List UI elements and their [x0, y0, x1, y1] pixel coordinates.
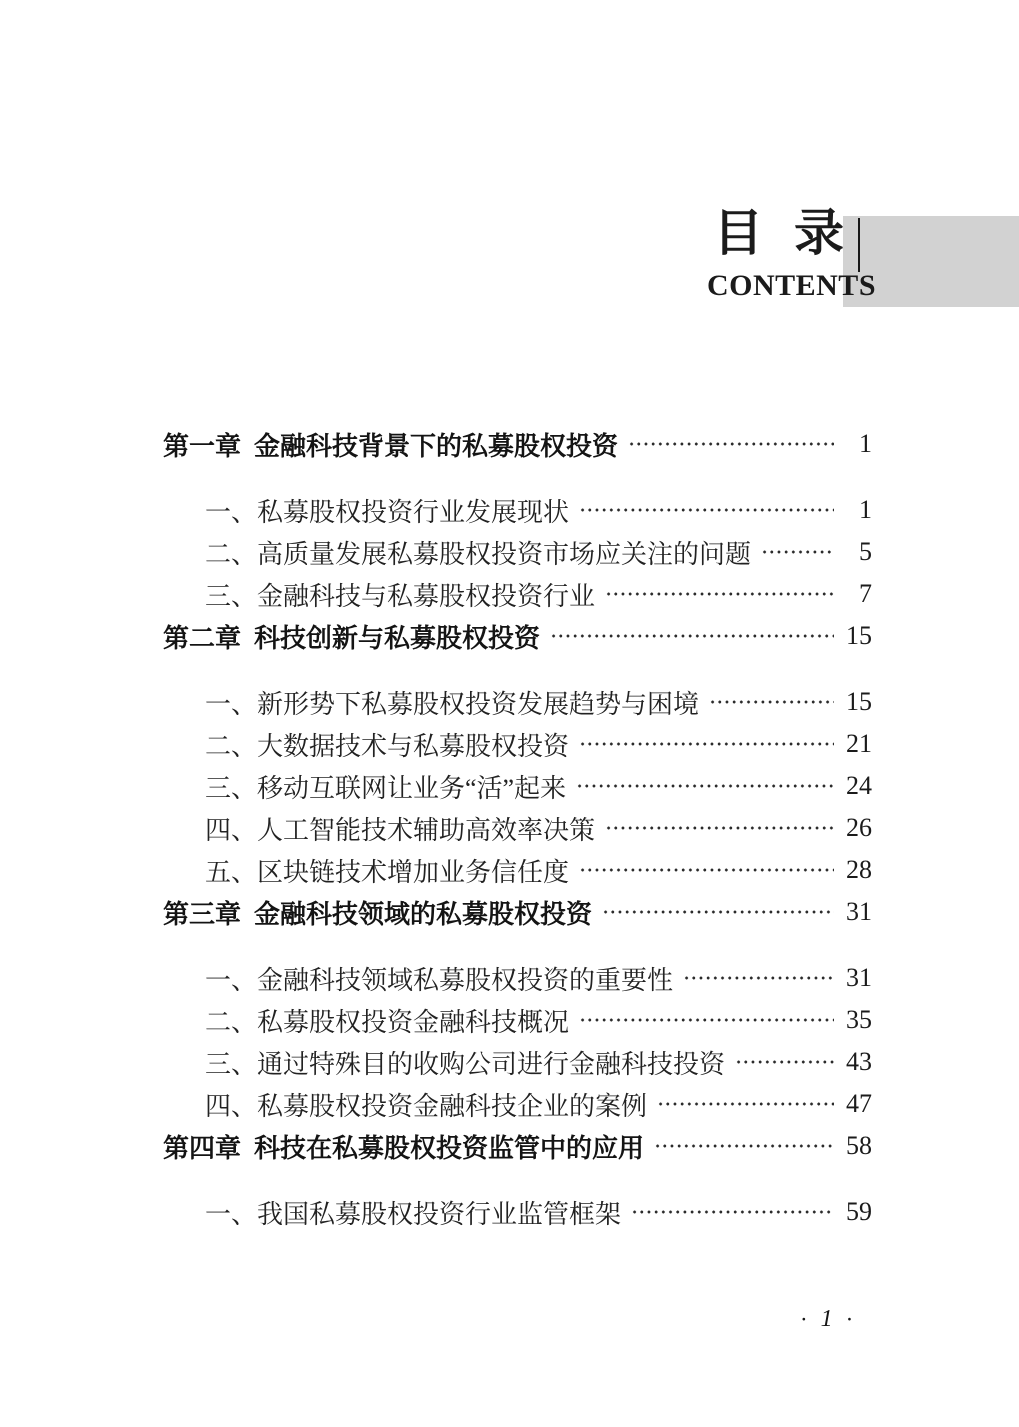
dot-leader	[602, 891, 834, 933]
footer-left-dot: ·	[800, 1306, 808, 1332]
item-title: 四、私募股权投资金融科技企业的案例	[205, 1091, 648, 1121]
dot-leader	[579, 489, 834, 531]
item-page-number: 24	[846, 771, 872, 800]
toc-item	[163, 849, 872, 891]
chapter-label: 第二章	[163, 622, 242, 653]
toc-chapter	[163, 615, 872, 891]
item-page-number: 28	[846, 855, 872, 884]
dot-leader	[579, 999, 834, 1041]
toc-chapter-heading	[163, 1125, 872, 1167]
item-page-number: 47	[846, 1089, 872, 1118]
chapter-label: 第一章	[163, 430, 242, 461]
item-title: 二、高质量发展私募股权投资市场应关注的问题	[205, 539, 752, 569]
toc-item	[163, 957, 872, 999]
toc-item	[163, 489, 872, 531]
toc-list	[163, 423, 872, 1233]
dot-leader	[631, 1191, 834, 1233]
chapter-page-number: 58	[846, 1131, 872, 1160]
toc-item	[163, 765, 872, 807]
item-title: 一、我国私募股权投资行业监管框架	[205, 1199, 622, 1229]
dot-leader	[605, 807, 834, 849]
item-page-number: 15	[846, 687, 872, 716]
dot-leader	[628, 423, 834, 465]
dot-leader	[550, 615, 834, 657]
toc-chapter-heading	[163, 615, 872, 657]
item-page-number: 59	[846, 1197, 872, 1226]
item-title: 一、金融科技领域私募股权投资的重要性	[205, 965, 674, 995]
item-page-number: 31	[846, 963, 872, 992]
chapter-label: 第四章	[163, 1132, 242, 1163]
chapter-title: 科技创新与私募股权投资	[254, 622, 541, 653]
dot-leader	[761, 531, 834, 573]
footer-right-dot: ·	[845, 1306, 854, 1332]
dot-leader	[657, 1083, 834, 1125]
toc-chapter	[163, 1125, 872, 1233]
item-title: 一、新形势下私募股权投资发展趋势与困境	[205, 689, 700, 719]
toc-item	[163, 807, 872, 849]
dot-leader	[683, 957, 834, 999]
toc-item	[163, 723, 872, 765]
dot-leader	[576, 765, 834, 807]
dot-leader	[654, 1125, 834, 1167]
footer-page-number: 1	[820, 1306, 833, 1332]
chapter-title: 金融科技背景下的私募股权投资	[254, 430, 619, 461]
chapter-items	[163, 681, 872, 891]
toc-chapter-heading	[163, 891, 872, 933]
item-page-number: 35	[846, 1005, 872, 1034]
chapter-page-number: 1	[859, 429, 872, 458]
toc-item	[163, 573, 872, 615]
item-page-number: 7	[859, 579, 872, 608]
chapter-items	[163, 489, 872, 615]
chapter-page-number: 15	[846, 621, 872, 650]
header-divider-line	[858, 218, 860, 272]
page-footer	[800, 1306, 853, 1333]
page-title-en: CONTENTS	[706, 269, 876, 302]
toc-chapter-heading	[163, 423, 872, 465]
dot-leader	[735, 1041, 834, 1083]
item-page-number: 21	[846, 729, 872, 758]
item-title: 三、通过特殊目的收购公司进行金融科技投资	[205, 1049, 726, 1079]
toc-item	[163, 1041, 872, 1083]
item-title: 一、私募股权投资行业发展现状	[205, 497, 570, 527]
item-title: 二、大数据技术与私募股权投资	[205, 731, 570, 761]
dot-leader	[709, 681, 834, 723]
toc-item	[163, 999, 872, 1041]
dot-leader	[579, 723, 834, 765]
item-page-number: 43	[846, 1047, 872, 1076]
toc-item	[163, 681, 872, 723]
item-page-number: 26	[846, 813, 872, 842]
chapter-page-number: 31	[846, 897, 872, 926]
page-title-cn: 目 录	[713, 205, 845, 261]
item-title: 五、区块链技术增加业务信任度	[205, 857, 570, 887]
toc-chapter	[163, 891, 872, 1125]
chapter-title: 金融科技领域的私募股权投资	[254, 898, 593, 929]
toc-chapter	[163, 423, 872, 615]
chapter-items	[163, 1191, 872, 1233]
item-page-number: 1	[859, 495, 872, 524]
toc-item	[163, 531, 872, 573]
dot-leader	[579, 849, 834, 891]
item-title: 四、人工智能技术辅助高效率决策	[205, 815, 596, 845]
chapter-items	[163, 957, 872, 1125]
item-title: 二、私募股权投资金融科技概况	[205, 1007, 570, 1037]
toc-item	[163, 1083, 872, 1125]
item-title: 三、移动互联网让业务“活”起来	[205, 773, 567, 803]
chapter-label: 第三章	[163, 898, 242, 929]
chapter-title: 科技在私募股权投资监管中的应用	[254, 1132, 645, 1163]
item-title: 三、金融科技与私募股权投资行业	[205, 581, 596, 611]
dot-leader	[605, 573, 834, 615]
toc-item	[163, 1191, 872, 1233]
item-page-number: 5	[859, 537, 872, 566]
